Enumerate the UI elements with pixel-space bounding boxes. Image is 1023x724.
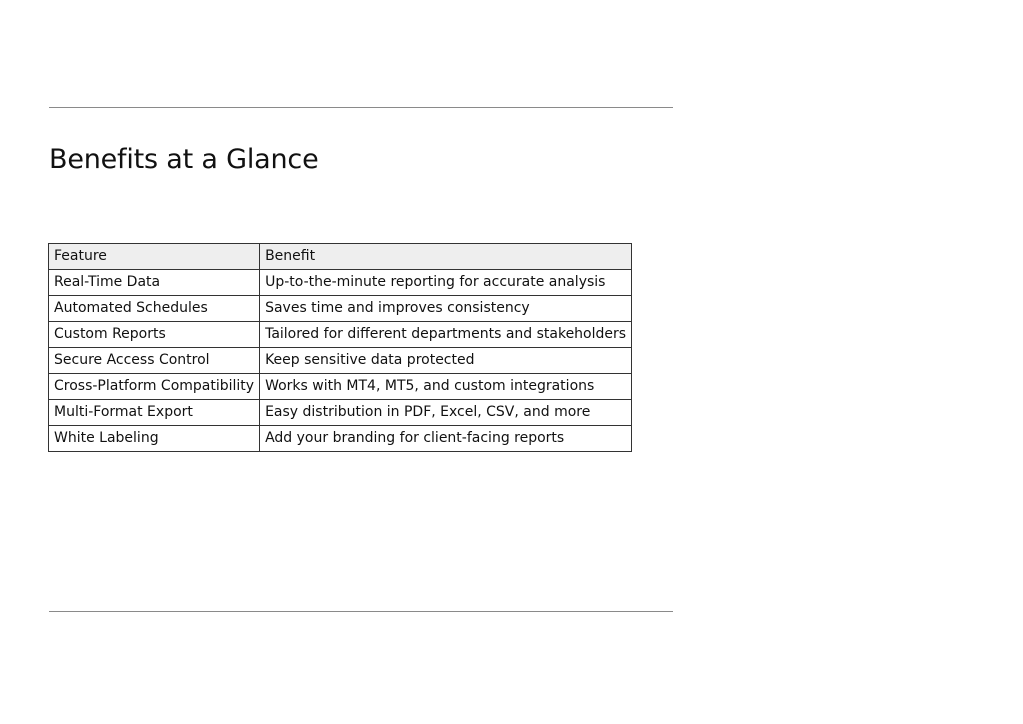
table-row [49,400,632,426]
table-row [49,296,632,322]
feature-cell: Secure Access Control [49,348,260,374]
page-title: Benefits at a Glance [49,144,319,175]
benefit-cell: Keep sensitive data protected [260,348,632,374]
feature-cell: Cross-Platform Compatibility [49,374,260,400]
feature-cell: White Labeling [49,426,260,452]
benefit-cell: Works with MT4, MT5, and custom integrations [260,374,632,400]
table-header-row [49,244,632,270]
table-row [49,426,632,452]
table-row [49,322,632,348]
feature-cell: Automated Schedules [49,296,260,322]
column-header-benefit: Benefit [260,244,632,270]
top-divider [49,107,673,108]
table-row [49,374,632,400]
benefit-cell: Easy distribution in PDF, Excel, CSV, and more [260,400,632,426]
column-header-feature: Feature [49,244,260,270]
benefit-cell: Saves time and improves consistency [260,296,632,322]
bottom-divider [49,611,673,612]
feature-cell: Multi-Format Export [49,400,260,426]
benefit-cell: Up-to-the-minute reporting for accurate analysis [260,270,632,296]
feature-cell: Custom Reports [49,322,260,348]
feature-cell: Real-Time Data [49,270,260,296]
table-row [49,270,632,296]
benefit-cell: Add your branding for client-facing reports [260,426,632,452]
table-row [49,348,632,374]
benefits-table [48,243,632,452]
benefit-cell: Tailored for different departments and stakeholders [260,322,632,348]
